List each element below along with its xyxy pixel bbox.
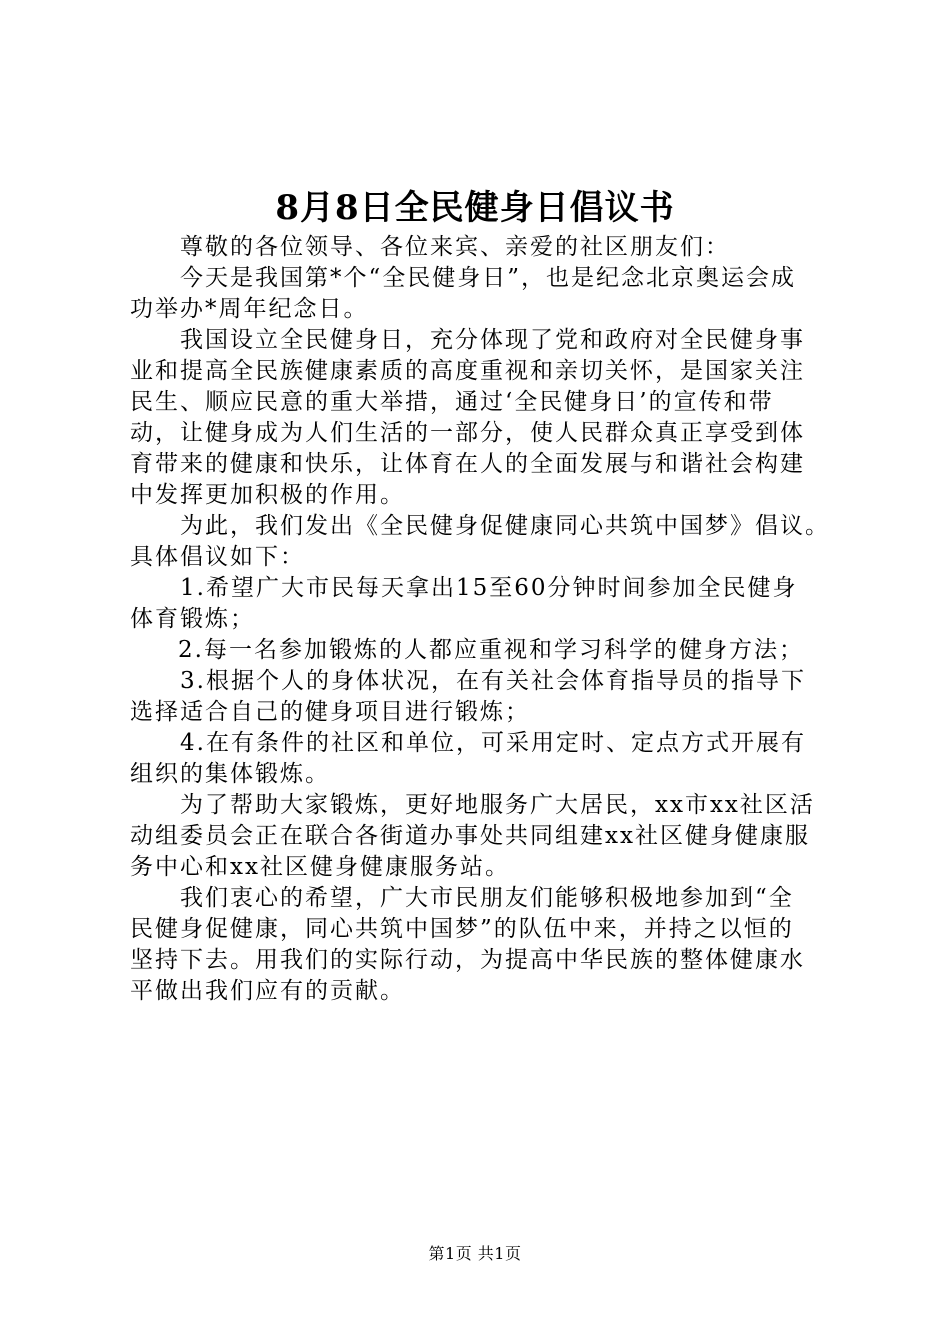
paragraph-line: 动组委员会正在联合各街道办事处共同组建xx社区健身健康服 bbox=[130, 823, 810, 849]
paragraph-line: 为此，我们发出《全民健身促健康同心共筑中国梦》倡议。 bbox=[180, 513, 830, 539]
paragraph-line: 今天是我国第*个“全民健身日”，也是纪念北京奥运会成 bbox=[180, 265, 797, 291]
paragraph-line: 平做出我们应有的贡献。 bbox=[130, 978, 405, 1004]
paragraph-line: 我们衷心的希望，广大市民朋友们能够积极地参加到“全 bbox=[180, 885, 794, 911]
paragraph-line: 业和提高全民族健康素质的高度重视和亲切关怀，是国家关注 bbox=[130, 358, 805, 384]
list-item-line: 4.在有条件的社区和单位，可采用定时、定点方式开展有 bbox=[180, 730, 806, 756]
paragraph-line: 我国设立全民健身日，充分体现了党和政府对全民健身事 bbox=[180, 327, 805, 353]
list-item-line: 1.希望广大市民每天拿出15至60分钟时间参加全民健身 bbox=[180, 575, 798, 601]
paragraph-line: 坚持下去。用我们的实际行动，为提高中华民族的整体健康水 bbox=[130, 947, 805, 973]
document-body bbox=[130, 232, 836, 1007]
list-item-line: 选择适合自己的健身项目进行锻炼； bbox=[130, 699, 530, 725]
paragraph-line: 具体倡议如下： bbox=[130, 544, 305, 570]
paragraph-line: 育带来的健康和快乐，让体育在人的全面发展与和谐社会构建 bbox=[130, 451, 805, 477]
paragraph-line: 动，让健身成为人们生活的一部分，使人民群众真正享受到体 bbox=[130, 420, 805, 446]
list-item-line: 组织的集体锻炼。 bbox=[130, 761, 330, 787]
page-number-footer: 第1页 共1页 bbox=[428, 1244, 522, 1263]
paragraph-line: 民健身促健康，同心共筑中国梦”的队伍中来，并持之以恒的 bbox=[130, 916, 794, 942]
list-item-line: 2.每一名参加锻炼的人都应重视和学习科学的健身方法； bbox=[178, 637, 804, 663]
list-item-line: 3.根据个人的身体状况，在有关社会体育指导员的指导下 bbox=[180, 668, 806, 694]
paragraph-line: 为了帮助大家锻炼，更好地服务广大居民，xx市xx社区活 bbox=[180, 792, 815, 818]
paragraph-line: 功举办*周年纪念日。 bbox=[130, 296, 369, 322]
paragraph-line: 民生、顺应民意的重大举措，通过‘全民健身日’的宣传和带 bbox=[130, 389, 774, 415]
document-title: 8月8日全民健身日倡议书 bbox=[275, 188, 675, 228]
list-item-line: 体育锻炼； bbox=[130, 606, 255, 632]
paragraph-line: 中发挥更加积极的作用。 bbox=[130, 482, 405, 508]
salutation-line: 尊敬的各位领导、各位来宾、亲爱的社区朋友们： bbox=[180, 234, 730, 260]
paragraph-line: 务中心和xx社区健身健康服务站。 bbox=[130, 854, 510, 880]
